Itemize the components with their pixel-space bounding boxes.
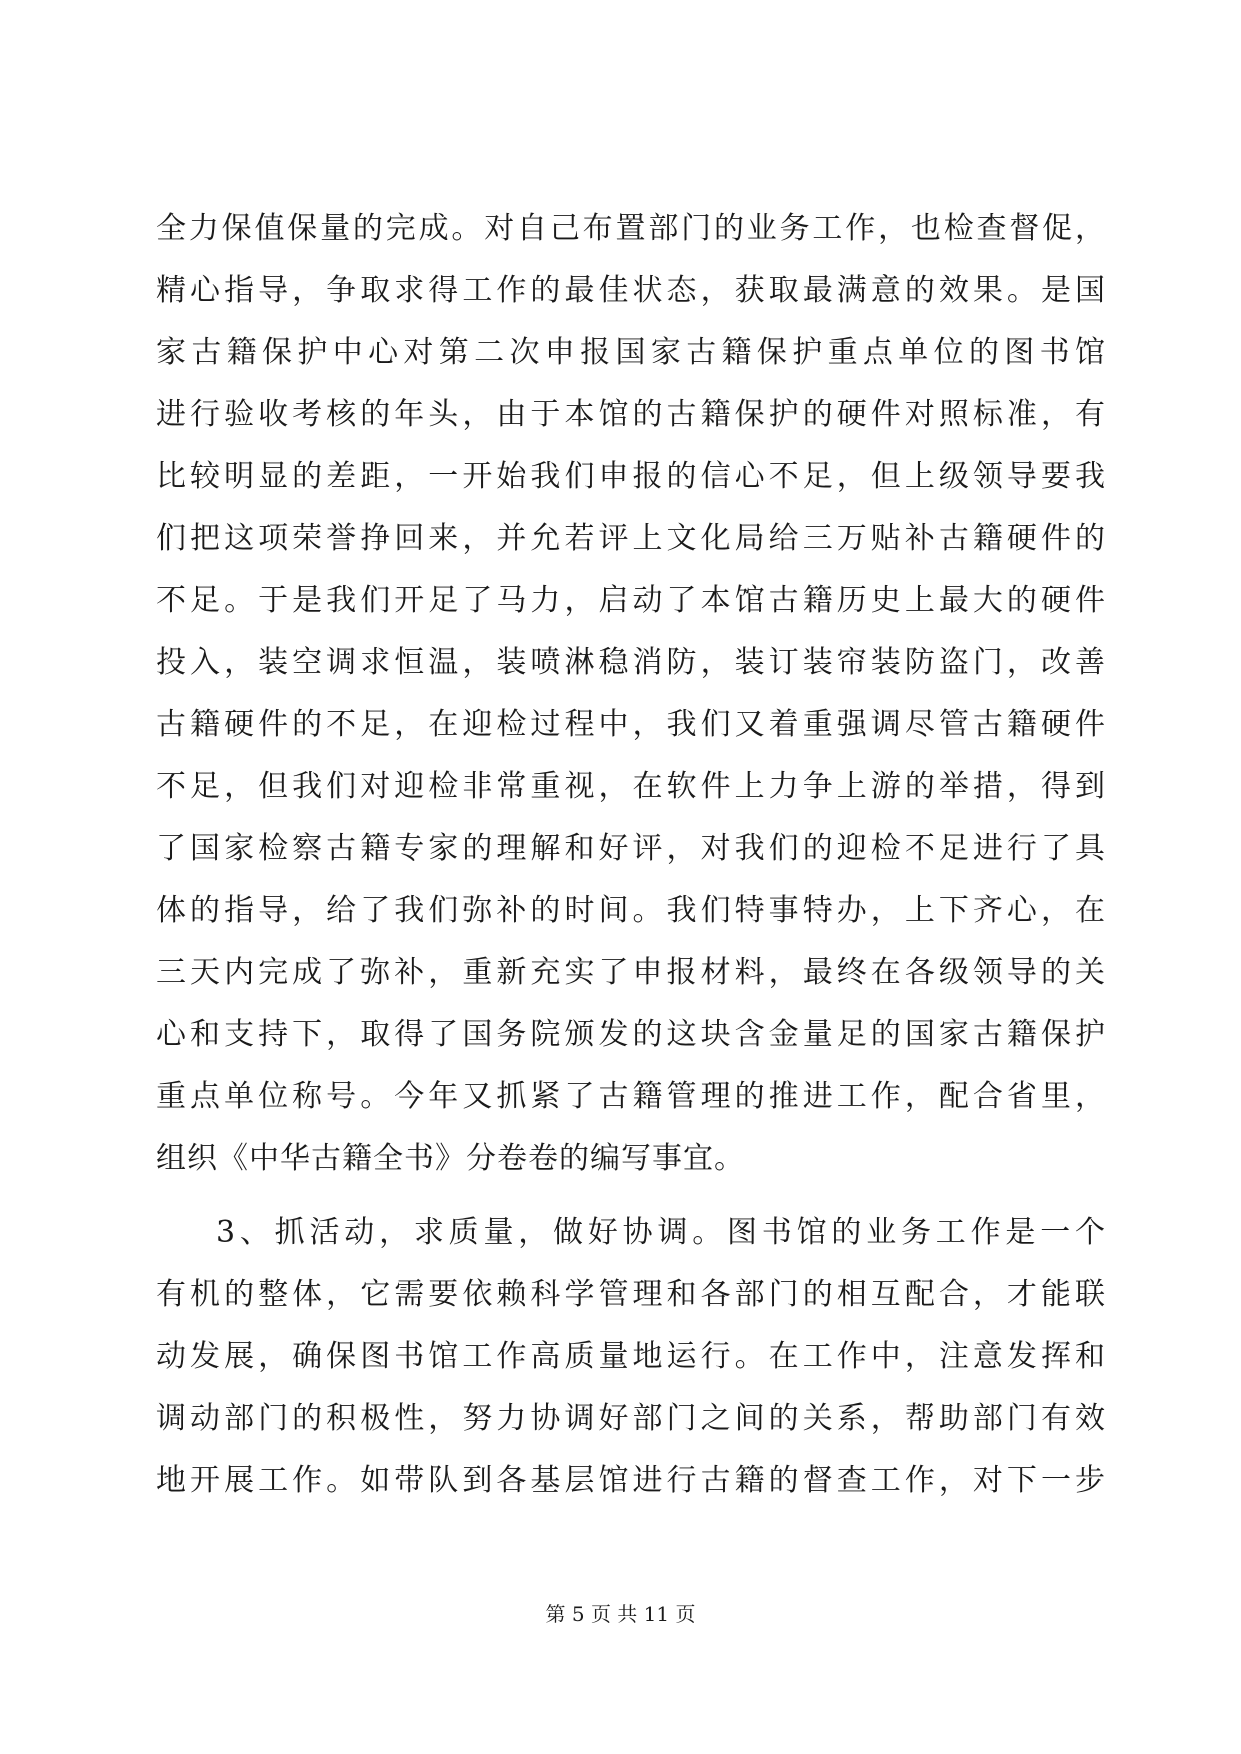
text-line: 3、抓活动，求质量，做好协调。图书馆的业务工作是一个 — [216, 1215, 1106, 1250]
text-line: 有机的整体，它需要依赖科学管理和各部门的相互配合，才能联 — [156, 1277, 1106, 1312]
text-line: 古籍硬件的不足，在迎检过程中，我们又着重强调尽管古籍硬件 — [156, 707, 1106, 742]
text-line: 体的指导，给了我们弥补的时间。我们特事特办，上下齐心，在 — [156, 893, 1106, 928]
text-line: 动发展，确保图书馆工作高质量地运行。在工作中，注意发挥和 — [156, 1339, 1106, 1374]
text-line: 全力保值保量的完成。对自己布置部门的业务工作，也检查督促， — [156, 211, 1106, 246]
text-line: 组织《中华古籍全书》分卷卷的编写事宜。 — [156, 1141, 745, 1176]
text-line: 地开展工作。如带队到各基层馆进行古籍的督查工作，对下一步 — [156, 1463, 1106, 1498]
text-line: 不足，但我们对迎检非常重视，在软件上力争上游的举措，得到 — [156, 769, 1106, 804]
text-line: 家古籍保护中心对第二次申报国家古籍保护重点单位的图书馆 — [156, 335, 1106, 370]
text-line: 调动部门的积极性，努力协调好部门之间的关系，帮助部门有效 — [156, 1401, 1106, 1436]
text-line: 投入，装空调求恒温，装喷淋稳消防，装订装帘装防盗门，改善 — [156, 645, 1106, 680]
paragraph-1 — [156, 198, 1106, 1190]
page-footer: 第 5 页 共 11 页 — [545, 1602, 696, 1626]
paragraph-2 — [156, 1202, 1106, 1512]
text-line: 不足。于是我们开足了马力，启动了本馆古籍历史上最大的硬件 — [156, 583, 1106, 618]
text-line: 比较明显的差距，一开始我们申报的信心不足，但上级领导要我 — [156, 459, 1106, 494]
text-line: 们把这项荣誉挣回来，并允若评上文化局给三万贴补古籍硬件的 — [156, 521, 1106, 556]
text-line: 重点单位称号。今年又抓紧了古籍管理的推进工作，配合省里， — [156, 1079, 1106, 1114]
text-line: 精心指导，争取求得工作的最佳状态，获取最满意的效果。是国 — [156, 273, 1106, 308]
document-body — [156, 198, 1106, 1512]
text-line: 心和支持下，取得了国务院颁发的这块含金量足的国家古籍保护 — [156, 1017, 1106, 1052]
text-line: 三天内完成了弥补，重新充实了申报材料，最终在各级领导的关 — [156, 955, 1106, 990]
text-line: 进行验收考核的年头，由于本馆的古籍保护的硬件对照标准，有 — [156, 397, 1106, 432]
text-line: 了国家检察古籍专家的理解和好评，对我们的迎检不足进行了具 — [156, 831, 1106, 866]
paragraph-gap — [156, 1190, 1106, 1202]
